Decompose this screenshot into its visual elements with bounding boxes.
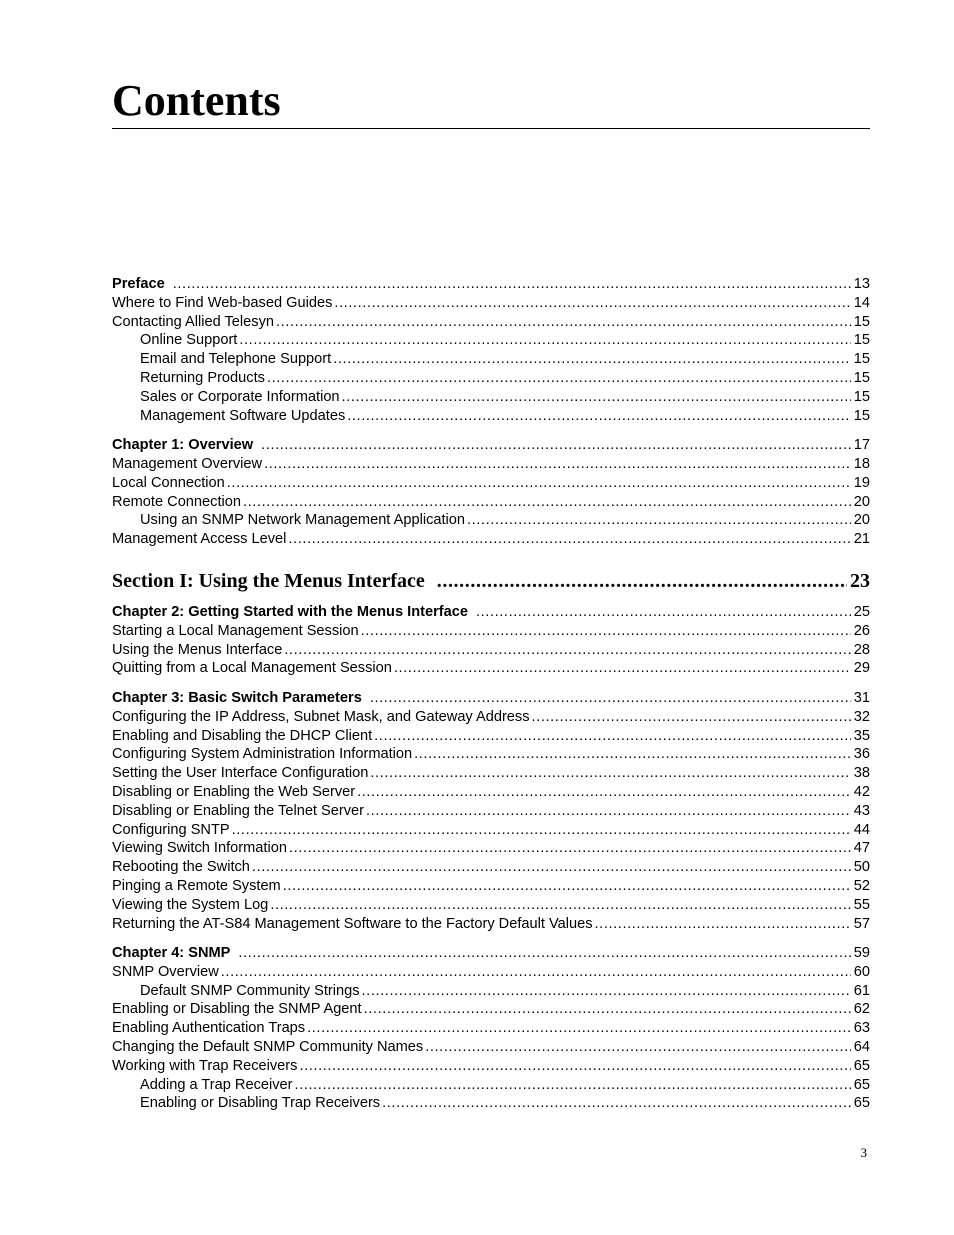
toc-entry[interactable]	[112, 1038, 870, 1057]
toc-entry[interactable]	[112, 294, 870, 313]
toc-entry-label: Enabling or Disabling the SNMP Agent	[112, 1001, 362, 1018]
toc-entry-page: 15	[853, 313, 870, 330]
dot-leader	[437, 567, 847, 595]
toc-entry-label: Changing the Default SNMP Community Names	[112, 1039, 424, 1056]
toc-entry[interactable]	[112, 641, 870, 660]
toc-entry-label: Using an SNMP Network Management Application	[140, 512, 466, 529]
toc-entry-label: Management Access Level	[112, 531, 287, 548]
toc-entry-label: Rebooting the Switch	[112, 859, 250, 876]
toc-entry-page: 13	[853, 276, 870, 292]
table-of-contents	[112, 275, 870, 1113]
toc-entry-label: Email and Telephone Support	[140, 351, 332, 368]
toc-entry[interactable]	[112, 331, 870, 350]
toc-entry-page: 42	[853, 783, 870, 800]
dot-leader	[173, 275, 851, 294]
dot-leader	[289, 839, 851, 858]
dot-leader	[467, 511, 851, 530]
dot-leader	[239, 331, 850, 350]
toc-entry-page: 19	[853, 474, 870, 491]
dot-leader	[276, 313, 851, 332]
toc-entry-page: 47	[853, 840, 870, 857]
toc-entry-label: Disabling or Enabling the Telnet Server	[112, 802, 365, 819]
toc-entry-page: 55	[853, 896, 870, 913]
page-number: 3	[860, 1145, 867, 1160]
dot-leader	[299, 1057, 850, 1076]
toc-entry-label: Local Connection	[112, 474, 225, 491]
toc-entry[interactable]	[112, 727, 870, 746]
toc-entry[interactable]	[112, 764, 870, 783]
toc-entry-label: Default SNMP Community Strings	[140, 982, 360, 999]
toc-entry[interactable]	[112, 982, 870, 1001]
toc-entry[interactable]	[112, 530, 870, 549]
dot-leader	[252, 858, 851, 877]
toc-entry-page: 15	[853, 369, 870, 386]
dot-leader	[227, 474, 851, 493]
toc-entry-page: 65	[853, 1057, 870, 1074]
dot-leader	[382, 1094, 851, 1113]
toc-entry-page: 26	[853, 622, 870, 639]
toc-entry-page: 20	[853, 493, 870, 510]
dot-leader	[333, 350, 851, 369]
dot-leader	[284, 641, 850, 660]
toc-entry-label: Viewing the System Log	[112, 896, 269, 913]
toc-entry[interactable]	[112, 896, 870, 915]
toc-entry-page: 57	[853, 915, 870, 932]
toc-entry-page: 18	[853, 455, 870, 472]
dot-leader	[370, 764, 850, 783]
toc-entry-label: Chapter 3: Basic Switch Parameters	[112, 689, 362, 706]
toc-entry-label: Returning the AT-S84 Management Software to the Factory Default Values	[112, 915, 593, 932]
toc-entry[interactable]	[112, 455, 870, 474]
toc-entry-page: 36	[853, 746, 870, 763]
toc-chapter-entry[interactable]	[112, 689, 870, 708]
toc-entry[interactable]	[112, 802, 870, 821]
dot-leader	[370, 689, 851, 708]
toc-entry-page: 63	[853, 1020, 870, 1037]
toc-entry[interactable]	[112, 821, 870, 840]
toc-entry-label: Chapter 2: Getting Started with the Menus Interface	[112, 603, 468, 620]
toc-entry-label: Where to Find Web-based Guides	[112, 294, 333, 311]
dot-leader	[532, 708, 851, 727]
dot-leader	[342, 388, 851, 407]
toc-entry-page: 14	[853, 294, 870, 311]
toc-entry-label: Returning Products	[140, 369, 265, 386]
toc-entry-label: Enabling or Disabling Trap Receivers	[140, 1095, 381, 1112]
toc-entry-page: 28	[853, 641, 870, 658]
toc-entry-label: Chapter 1: Overview	[112, 437, 254, 454]
dot-leader	[394, 659, 851, 678]
dot-leader	[307, 1019, 851, 1038]
toc-entry[interactable]	[112, 369, 870, 388]
toc-entry-page: 62	[853, 1001, 870, 1018]
toc-entry-label: Configuring the IP Address, Subnet Mask, and Gateway Address	[112, 708, 530, 725]
dot-leader	[425, 1038, 851, 1057]
dot-leader	[232, 821, 851, 840]
toc-entry[interactable]	[112, 915, 870, 934]
toc-entry-page: 21	[853, 531, 870, 548]
toc-entry-page: 50	[853, 859, 870, 876]
toc-entry[interactable]	[112, 1094, 870, 1113]
dot-leader	[238, 944, 850, 963]
toc-entry-page: 64	[853, 1039, 870, 1056]
toc-entry-page: 15	[853, 388, 870, 405]
toc-entry[interactable]	[112, 1076, 870, 1095]
dot-leader	[243, 493, 851, 512]
toc-entry[interactable]	[112, 622, 870, 641]
toc-entry-page: 65	[853, 1076, 870, 1093]
toc-entry-page: 43	[853, 802, 870, 819]
dot-leader	[334, 294, 850, 313]
toc-entry-page: 15	[853, 351, 870, 368]
toc-entry-page: 60	[853, 963, 870, 980]
toc-entry[interactable]	[112, 708, 870, 727]
page-title: Contents	[112, 76, 281, 125]
dot-leader	[362, 982, 851, 1001]
toc-entry-label: Disabling or Enabling the Web Server	[112, 783, 356, 800]
toc-entry-label: Using the Menus Interface	[112, 641, 283, 658]
toc-entry-label: Enabling Authentication Traps	[112, 1020, 306, 1037]
toc-chapter-entry[interactable]	[112, 275, 870, 294]
toc-entry[interactable]	[112, 858, 870, 877]
dot-leader	[361, 622, 851, 641]
toc-entry-label: SNMP Overview	[112, 963, 219, 980]
toc-entry-page: 59	[853, 945, 870, 962]
toc-entry-label: Online Support	[140, 332, 238, 349]
toc-entry[interactable]	[112, 388, 870, 407]
toc-entry-page: 17	[853, 437, 870, 454]
toc-entry-page: 23	[850, 569, 870, 592]
toc-section-entry[interactable]	[112, 567, 870, 595]
toc-entry-label: Section I: Using the Menus Interface	[112, 569, 425, 592]
toc-entry[interactable]	[112, 963, 870, 982]
toc-entry-label: Working with Trap Receivers	[112, 1057, 298, 1074]
toc-chapter-entry[interactable]	[112, 603, 870, 622]
toc-entry[interactable]	[112, 1057, 870, 1076]
toc-entry-label: Pinging a Remote System	[112, 877, 281, 894]
toc-entry-label: Setting the User Interface Configuration	[112, 765, 369, 782]
toc-entry[interactable]	[112, 474, 870, 493]
toc-entry[interactable]	[112, 745, 870, 764]
toc-entry-page: 25	[853, 603, 870, 620]
dot-leader	[270, 896, 850, 915]
toc-entry[interactable]	[112, 511, 870, 530]
toc-entry-label: Chapter 4: SNMP	[112, 945, 231, 962]
toc-entry-label: Contacting Allied Telesyn	[112, 313, 274, 330]
toc-entry-label: Configuring System Administration Information	[112, 746, 413, 763]
toc-entry[interactable]	[112, 783, 870, 802]
toc-entry-page: 38	[853, 765, 870, 782]
toc-entry[interactable]	[112, 493, 870, 512]
dot-leader	[414, 745, 851, 764]
toc-chapter-entry[interactable]	[112, 436, 870, 455]
toc-entry-label: Configuring SNTP	[112, 821, 230, 838]
toc-entry[interactable]	[112, 1019, 870, 1038]
toc-entry-label: Management Software Updates	[140, 407, 346, 424]
toc-entry-page: 61	[853, 982, 870, 999]
toc-entry[interactable]	[112, 659, 870, 678]
toc-entry-label: Preface	[112, 276, 165, 292]
toc-entry-page: 52	[853, 877, 870, 894]
dot-leader	[221, 963, 851, 982]
toc-entry-page: 65	[853, 1095, 870, 1112]
toc-entry-label: Viewing Switch Information	[112, 840, 287, 857]
dot-leader	[366, 802, 851, 821]
title-divider	[112, 128, 870, 129]
toc-entry[interactable]	[112, 877, 870, 896]
toc-entry-label: Quitting from a Local Management Session	[112, 660, 392, 677]
toc-entry-page: 20	[853, 512, 870, 529]
toc-entry-label: Sales or Corporate Information	[140, 388, 340, 405]
toc-entry[interactable]	[112, 313, 870, 332]
toc-entry-page: 15	[853, 407, 870, 424]
toc-entry-page: 29	[853, 660, 870, 677]
dot-leader	[357, 783, 851, 802]
toc-entry-page: 44	[853, 821, 870, 838]
toc-entry[interactable]	[112, 407, 870, 426]
toc-entry-label: Management Overview	[112, 455, 263, 472]
dot-leader	[264, 455, 851, 474]
toc-entry-page: 35	[853, 727, 870, 744]
toc-entry[interactable]	[112, 839, 870, 858]
toc-entry-label: Remote Connection	[112, 493, 241, 510]
toc-entry-label: Enabling and Disabling the DHCP Client	[112, 727, 373, 744]
dot-leader	[283, 877, 851, 896]
dot-leader	[364, 1000, 851, 1019]
dot-leader	[374, 727, 851, 746]
dot-leader	[267, 369, 851, 388]
dot-leader	[288, 530, 850, 549]
dot-leader	[476, 603, 851, 622]
dot-leader	[261, 436, 851, 455]
toc-chapter-entry[interactable]	[112, 944, 870, 963]
toc-entry[interactable]	[112, 1000, 870, 1019]
toc-entry-page: 31	[853, 689, 870, 706]
toc-entry-page: 15	[853, 332, 870, 349]
dot-leader	[595, 915, 851, 934]
dot-leader	[347, 407, 851, 426]
toc-entry-label: Adding a Trap Receiver	[140, 1076, 293, 1093]
dot-leader	[295, 1076, 851, 1095]
toc-entry[interactable]	[112, 350, 870, 369]
toc-entry-page: 32	[853, 708, 870, 725]
toc-entry-label: Starting a Local Management Session	[112, 622, 359, 639]
